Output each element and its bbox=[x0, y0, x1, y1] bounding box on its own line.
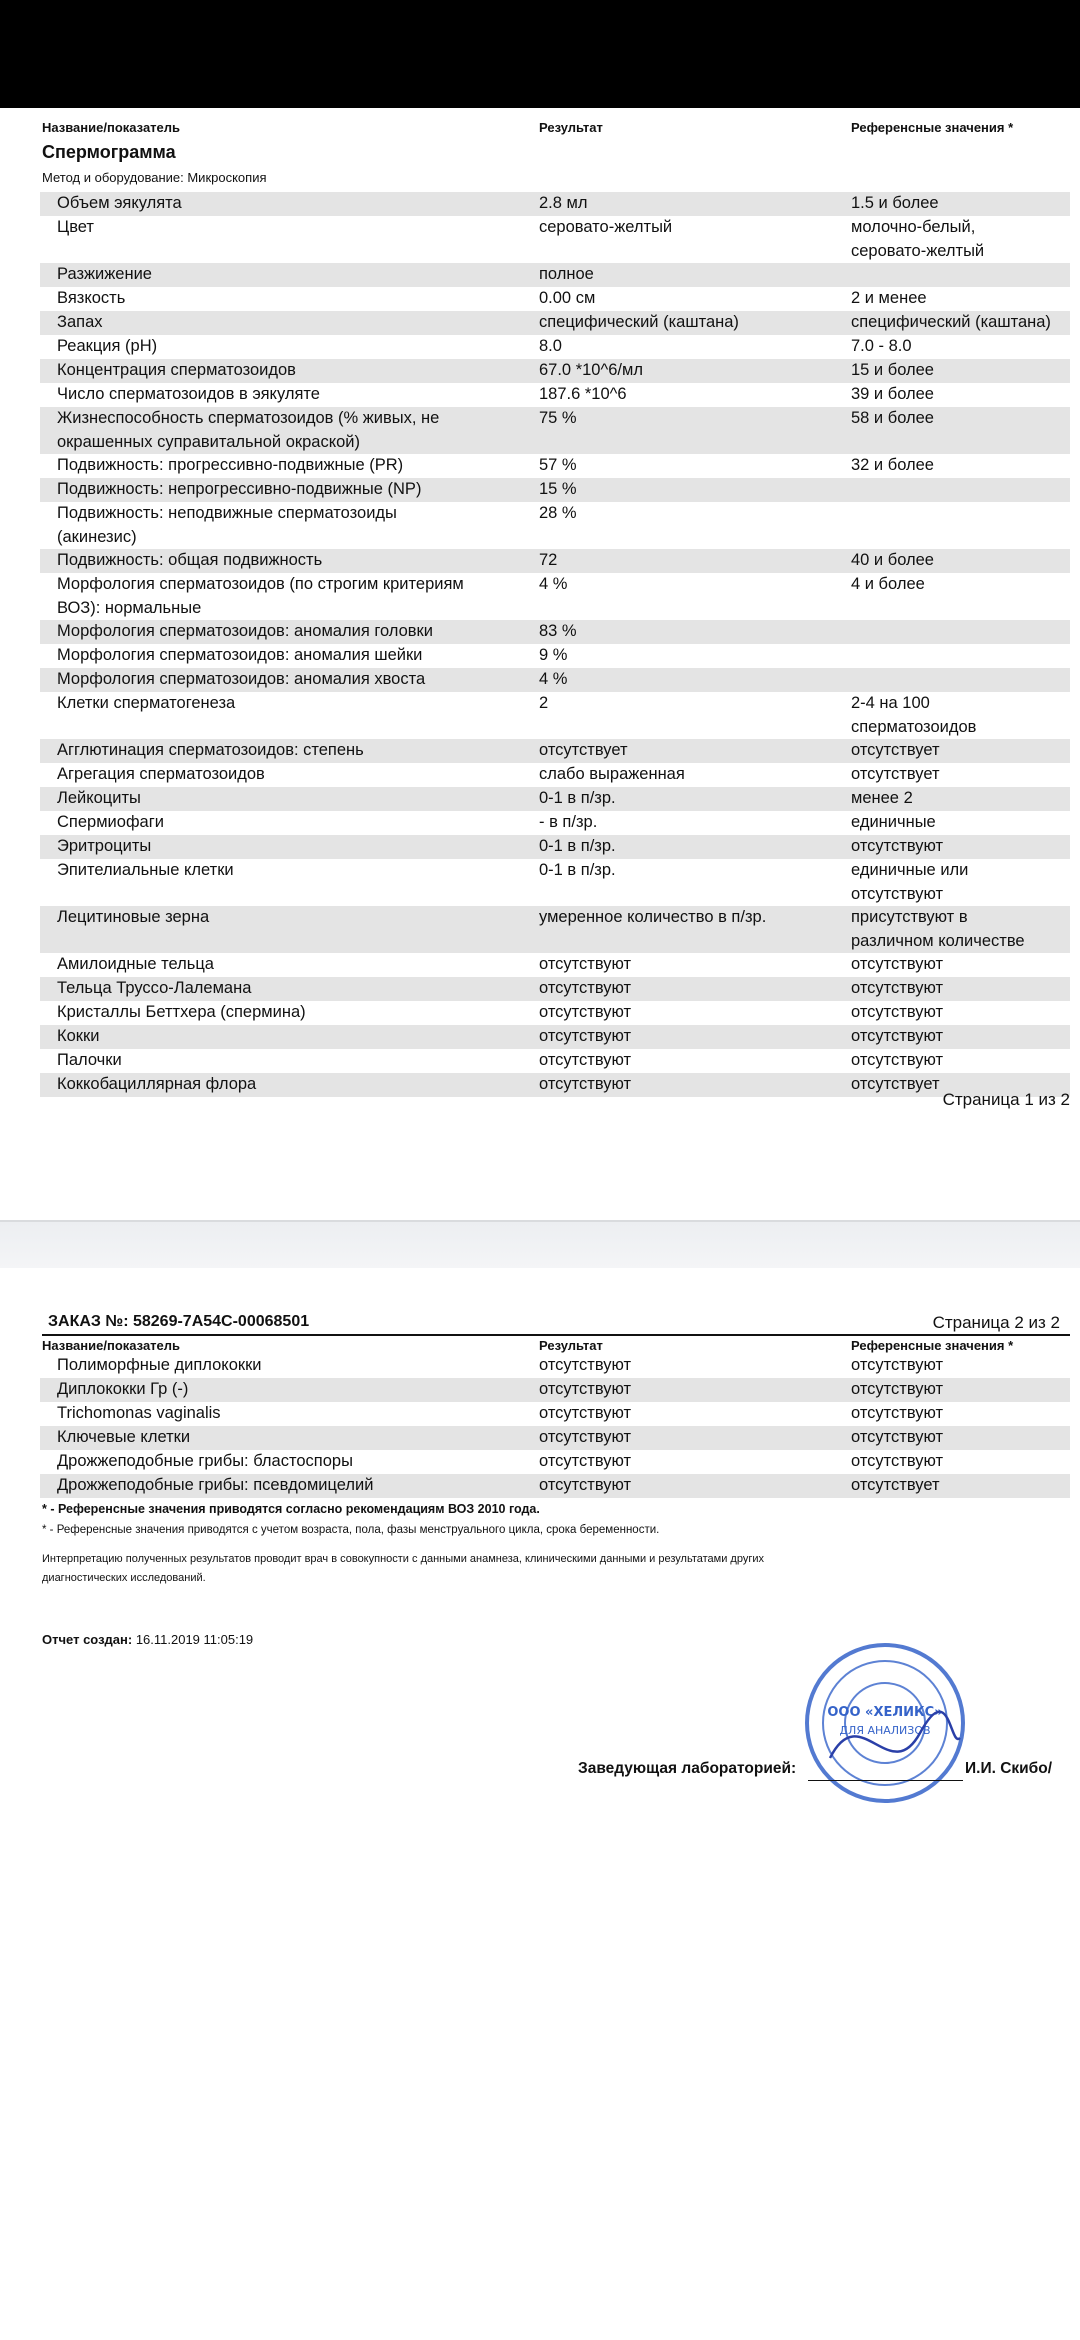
row-result: умеренное количество в п/зр. bbox=[539, 908, 767, 926]
row-result: - в п/зр. bbox=[539, 813, 598, 831]
column-header-reference: Референсные значения * bbox=[851, 120, 1014, 135]
column-header-name: Название/показатель bbox=[42, 120, 181, 135]
page-number: Страница 2 из 2 bbox=[932, 1313, 1060, 1332]
table-row bbox=[40, 620, 1070, 644]
row-result: 75 % bbox=[539, 409, 577, 427]
table-row bbox=[40, 1073, 1070, 1097]
stamp-text-line-2: ДЛЯ АНАЛИЗОВ bbox=[839, 1724, 931, 1737]
table-row bbox=[40, 953, 1070, 977]
row-reference: отсутствует bbox=[851, 741, 940, 759]
row-reference: 40 и более bbox=[851, 551, 934, 569]
row-reference: 58 и более bbox=[851, 409, 934, 427]
table-row bbox=[40, 811, 1070, 835]
method-line: Метод и оборудование: Микроскопия bbox=[42, 170, 267, 185]
row-result: отсутствуют bbox=[539, 1356, 632, 1374]
row-name: Дрожжеподобные грибы: псевдомицелий bbox=[57, 1476, 374, 1494]
row-name: Trichomonas vaginalis bbox=[57, 1404, 221, 1422]
row-name: Разжижение bbox=[57, 265, 152, 283]
table-row bbox=[40, 311, 1070, 335]
order-number: ЗАКАЗ №: 58269-7A54C-00068501 bbox=[48, 1313, 310, 1330]
row-name: Подвижность: общая подвижность bbox=[57, 551, 323, 569]
row-name: Подвижность: непрогрессивно-подвижные (NP) bbox=[57, 480, 422, 498]
row-reference: отсутствуют bbox=[851, 955, 944, 973]
row-name: Морфология сперматозоидов (по строгим критериям ВОЗ): нормальные bbox=[57, 575, 464, 617]
row-reference: 2-4 на 100 сперматозоидов bbox=[851, 694, 977, 736]
row-result: серовато-желтый bbox=[539, 218, 673, 236]
row-result: 0-1 в п/зр. bbox=[539, 789, 616, 807]
results-table bbox=[40, 192, 1070, 1097]
row-result: отсутствуют bbox=[539, 1027, 632, 1045]
row-reference bbox=[851, 478, 1070, 502]
row-reference: единичные bbox=[851, 813, 936, 831]
row-reference bbox=[851, 644, 1070, 668]
signature-label: Заведующая лабораторией: bbox=[578, 1760, 797, 1777]
row-result: отсутствуют bbox=[539, 1476, 632, 1494]
row-name: Лейкоциты bbox=[57, 789, 141, 807]
row-name: Цвет bbox=[57, 218, 94, 236]
row-reference bbox=[851, 620, 1070, 644]
row-name: Спермиофаги bbox=[57, 813, 164, 831]
row-result: отсутствуют bbox=[539, 1380, 632, 1398]
row-result: 15 % bbox=[539, 480, 577, 498]
row-reference: 4 и более bbox=[851, 575, 925, 593]
table-row bbox=[40, 287, 1070, 311]
row-reference bbox=[851, 668, 1070, 692]
row-name: Кокки bbox=[57, 1027, 100, 1045]
table-row bbox=[40, 192, 1070, 216]
row-reference: отсутствуют bbox=[851, 1051, 944, 1069]
row-reference: молочно-белый, серовато-желтый bbox=[851, 218, 985, 260]
analysis-title: Спермограмма bbox=[42, 142, 176, 162]
table-row bbox=[40, 383, 1070, 407]
row-result: отсутствуют bbox=[539, 1075, 632, 1093]
row-result: 8.0 bbox=[539, 337, 562, 355]
table-row bbox=[40, 478, 1070, 502]
table-row bbox=[40, 668, 1070, 692]
row-reference: 1.5 и более bbox=[851, 194, 939, 212]
row-reference: отсутствуют bbox=[851, 1027, 944, 1045]
row-reference: отсутствуют bbox=[851, 1356, 944, 1374]
row-result: отсутствуют bbox=[539, 1003, 632, 1021]
row-name: Лецитиновые зерна bbox=[57, 908, 210, 926]
row-result: полное bbox=[539, 265, 594, 283]
table-row bbox=[40, 335, 1070, 359]
table-row bbox=[40, 1426, 1070, 1450]
row-name: Полиморфные диплококки bbox=[57, 1356, 262, 1374]
row-reference: присутствуют в различном количестве bbox=[851, 908, 1025, 950]
lab-stamp bbox=[800, 1638, 970, 1808]
row-reference: отсутствует bbox=[851, 1075, 940, 1093]
row-name: Морфология сперматозоидов: аномалия головки bbox=[57, 622, 433, 640]
column-header-result: Результат bbox=[539, 120, 603, 135]
table-row bbox=[40, 1049, 1070, 1073]
table-row bbox=[40, 977, 1070, 1001]
row-reference: специфический (каштана) bbox=[851, 313, 1051, 331]
table-row bbox=[40, 407, 1070, 454]
interpretation-note: Интерпретацию полученных результатов проводит врач в совокупности с данными анамнеза, клиническими данными и результатами других диагностических исследований. bbox=[42, 1553, 764, 1584]
row-result: отсутствуют bbox=[539, 1452, 632, 1470]
row-name: Палочки bbox=[57, 1051, 122, 1069]
table-row bbox=[40, 763, 1070, 787]
row-name: Эритроциты bbox=[57, 837, 152, 855]
row-name: Морфология сперматозоидов: аномалия шейки bbox=[57, 646, 423, 664]
row-reference: отсутствуют bbox=[851, 1404, 944, 1422]
table-row bbox=[40, 263, 1070, 287]
row-name: Клетки сперматогенеза bbox=[57, 694, 236, 712]
stamp-text-line-1: ООО «ХЕЛИКС» bbox=[827, 1705, 943, 1720]
table-row bbox=[40, 787, 1070, 811]
row-name: Тельца Труссо-Лалемана bbox=[57, 979, 252, 997]
row-name: Вязкость bbox=[57, 289, 126, 307]
footnote-reference: * - Референсные значения приводятся с учетом возраста, пола, фазы менструального цикла, срока беременности. bbox=[42, 1524, 660, 1536]
row-result: отсутствуют bbox=[539, 979, 632, 997]
table-row bbox=[40, 1378, 1070, 1402]
row-result: 4 % bbox=[539, 575, 568, 593]
header-rule bbox=[42, 1334, 1070, 1336]
row-reference: 2 и менее bbox=[851, 289, 927, 307]
row-result: 67.0 *10^6/мл bbox=[539, 361, 643, 379]
row-result: 0.00 см bbox=[539, 289, 596, 307]
row-result: отсутствуют bbox=[539, 1404, 632, 1422]
row-result: 2.8 мл bbox=[539, 194, 588, 212]
report-page-1 bbox=[0, 108, 1080, 1220]
row-reference bbox=[851, 502, 1070, 549]
table-row bbox=[40, 549, 1070, 573]
row-reference: 39 и более bbox=[851, 385, 934, 403]
table-row bbox=[40, 454, 1070, 478]
row-reference: отсутствуют bbox=[851, 1428, 944, 1446]
row-result: 83 % bbox=[539, 622, 577, 640]
row-name: Число сперматозоидов в эякуляте bbox=[57, 385, 320, 403]
row-result: слабо выраженная bbox=[539, 765, 685, 783]
row-name: Агглютинация сперматозоидов: степень bbox=[57, 741, 364, 759]
row-reference: 32 и более bbox=[851, 456, 934, 474]
row-name: Подвижность: прогрессивно-подвижные (PR) bbox=[57, 456, 404, 474]
row-reference: 15 и более bbox=[851, 361, 934, 379]
page-divider bbox=[0, 1220, 1080, 1268]
report-created-label: Отчет создан: bbox=[42, 1632, 133, 1647]
row-reference: менее 2 bbox=[851, 789, 913, 807]
row-result: 4 % bbox=[539, 670, 568, 688]
status-bar bbox=[0, 0, 1080, 108]
row-reference: отсутствует bbox=[851, 765, 940, 783]
row-name: Жизнеспособность сперматозоидов (% живых, не окрашенных суправитальной окраской) bbox=[57, 409, 440, 451]
table-row bbox=[40, 1354, 1070, 1378]
page-number: Страница 1 из 2 bbox=[942, 1090, 1070, 1109]
row-name: Запах bbox=[57, 313, 103, 331]
row-result: 2 bbox=[539, 694, 549, 712]
table-row bbox=[40, 835, 1070, 859]
row-name: Эпителиальные клетки bbox=[57, 861, 234, 879]
signature-line bbox=[808, 1780, 963, 1781]
row-result: 9 % bbox=[539, 646, 568, 664]
row-name: Агрегация сперматозоидов bbox=[57, 765, 265, 783]
table-row bbox=[40, 692, 1070, 739]
table-row bbox=[40, 1450, 1070, 1474]
row-result: 0-1 в п/зр. bbox=[539, 837, 616, 855]
report-page-2 bbox=[0, 1268, 1080, 2340]
row-name: Кристаллы Беттхера (спермина) bbox=[57, 1003, 306, 1021]
table-row bbox=[40, 1001, 1070, 1025]
table-row bbox=[40, 1402, 1070, 1426]
row-result: отсутствуют bbox=[539, 1428, 632, 1446]
table-row bbox=[40, 906, 1070, 953]
table-row bbox=[40, 573, 1070, 620]
row-reference bbox=[851, 263, 1070, 287]
row-name: Концентрация сперматозоидов bbox=[57, 361, 296, 379]
row-name: Подвижность: неподвижные сперматозоиды (акинезис) bbox=[57, 504, 397, 546]
column-header-result: Результат bbox=[539, 1338, 603, 1353]
row-result: 28 % bbox=[539, 504, 577, 522]
row-name: Дрожжеподобные грибы: бластоспоры bbox=[57, 1452, 353, 1470]
table-row bbox=[40, 1025, 1070, 1049]
row-result: 187.6 *10^6 bbox=[539, 385, 627, 403]
row-name: Коккобациллярная флора bbox=[57, 1075, 257, 1093]
results-table bbox=[40, 1354, 1070, 1498]
row-reference: единичные или отсутствуют bbox=[851, 861, 969, 903]
table-row bbox=[40, 359, 1070, 383]
table-row bbox=[40, 859, 1070, 906]
row-name: Диплококки Гр (-) bbox=[57, 1380, 189, 1398]
row-result: 0-1 в п/зр. bbox=[539, 861, 616, 879]
row-reference: отсутствуют bbox=[851, 1003, 944, 1021]
signature-name: И.И. Скибо/ bbox=[965, 1760, 1053, 1777]
footnote-who: * - Референсные значения приводятся согласно рекомендациям ВОЗ 2010 года. bbox=[42, 1502, 540, 1516]
row-reference: 7.0 - 8.0 bbox=[851, 337, 912, 355]
row-reference: отсутствуют bbox=[851, 1380, 944, 1398]
row-result: 72 bbox=[539, 551, 558, 569]
row-result: специфический (каштана) bbox=[539, 313, 739, 331]
row-name: Реакция (pH) bbox=[57, 337, 158, 355]
row-name: Морфология сперматозоидов: аномалия хвоста bbox=[57, 670, 426, 688]
table-row bbox=[40, 739, 1070, 763]
report-created-value: 16.11.2019 11:05:19 bbox=[135, 1632, 254, 1647]
row-name: Объем эякулята bbox=[57, 194, 182, 212]
row-reference: отсутствуют bbox=[851, 979, 944, 997]
row-result: отсутствуют bbox=[539, 1051, 632, 1069]
row-result: отсутствуют bbox=[539, 955, 632, 973]
row-reference: отсутствуют bbox=[851, 1452, 944, 1470]
column-header-name: Название/показатель bbox=[42, 1338, 181, 1353]
table-row bbox=[40, 644, 1070, 668]
table-row bbox=[40, 216, 1070, 263]
row-name: Ключевые клетки bbox=[57, 1428, 191, 1446]
row-reference: отсутствует bbox=[851, 1476, 940, 1494]
row-result: отсутствует bbox=[539, 741, 628, 759]
table-row bbox=[40, 1474, 1070, 1498]
report-created bbox=[42, 1632, 253, 1647]
row-name: Амилоидные тельца bbox=[57, 955, 214, 973]
row-result: 57 % bbox=[539, 456, 577, 474]
table-row bbox=[40, 502, 1070, 549]
row-reference: отсутствуют bbox=[851, 837, 944, 855]
column-header-reference: Референсные значения * bbox=[851, 1338, 1014, 1353]
